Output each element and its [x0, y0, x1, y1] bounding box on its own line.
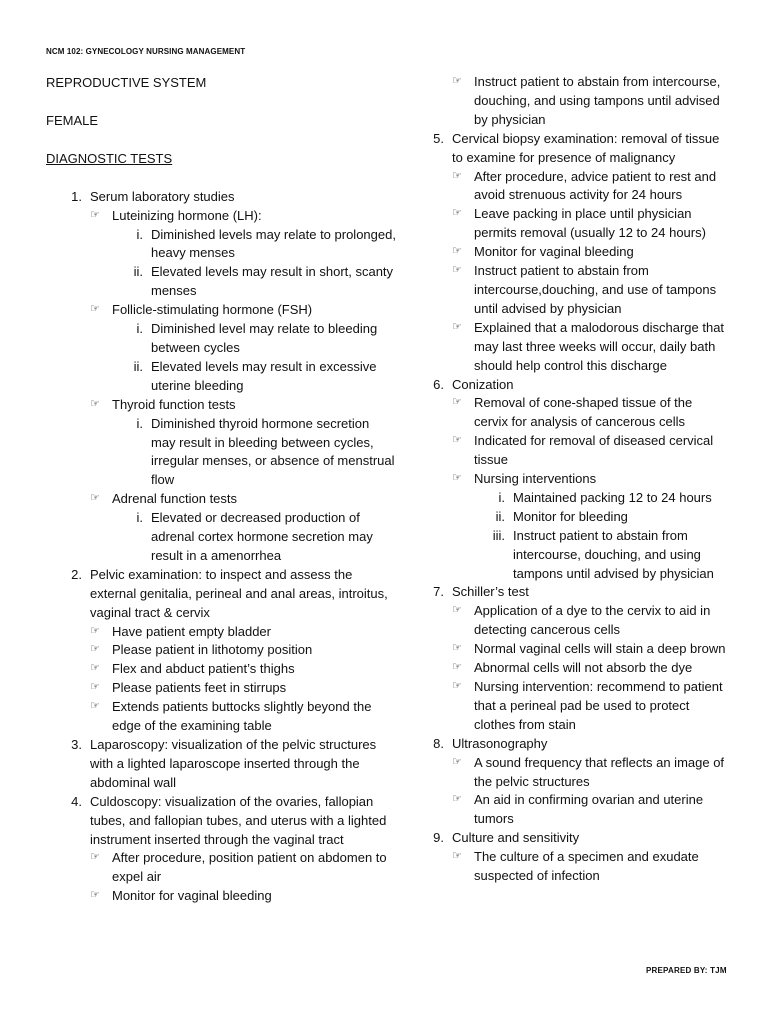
bullet-text: Adrenal function tests: [112, 491, 238, 507]
bullet-text: Instruct patient to abstain from intercourse,douching, and use of tampons until advised by physician: [474, 263, 717, 316]
numbered-item: [46, 188, 396, 566]
pointing-hand-icon: ☞: [452, 264, 462, 277]
item-number: 9.: [433, 830, 444, 846]
item-number: 3.: [71, 737, 82, 752]
right-numbered-list: [428, 130, 728, 886]
bullet-text: Application of a dye to the cervix to aid in detecting cancerous cells: [474, 603, 711, 638]
document-header: NCM 102: GYNECOLOGY NURSING MANAGEMENT: [46, 47, 246, 56]
roman-text: Elevated or decreased production of adrenal cortex hormone secretion may result in a amenorrhea: [151, 510, 373, 563]
bullet-text: Flex and abduct patient’s thighs: [112, 661, 295, 677]
pointing-hand-icon: ☞: [452, 245, 462, 258]
bullet-item: [452, 470, 728, 583]
roman-subitem: [112, 415, 396, 491]
roman-text: Monitor for bleeding: [513, 508, 628, 524]
roman-subitem: [112, 320, 396, 358]
item-text: Pelvic examination: to inspect and assess the external genitalia, perineal and anal areas, introitus, vaginal tract & cervix: [90, 566, 388, 620]
item-number: 2.: [71, 566, 82, 582]
pointing-hand-icon: ☞: [452, 793, 462, 806]
document-footer: PREPARED BY: TJM: [646, 966, 727, 975]
pointing-hand-icon: ☞: [90, 492, 100, 505]
bullet-text: Leave packing in place until physician permits removal (usually 12 to 24 hours): [474, 206, 706, 241]
bullet-text: After procedure, position patient on abdomen to expel air: [112, 850, 387, 885]
roman-text: Instruct patient to abstain from intercourse, douching, and using tampons until advised by physician: [513, 527, 714, 581]
bullet-text: Have patient empty bladder: [112, 623, 271, 639]
roman-text: Diminished levels may relate to prolonged, heavy menses: [151, 226, 396, 261]
item-text: Ultrasonography: [452, 735, 548, 751]
pointing-hand-icon: ☞: [90, 624, 100, 637]
pointing-hand-icon: ☞: [90, 208, 100, 221]
pointing-hand-icon: ☞: [452, 661, 462, 674]
bullet-item: [90, 301, 396, 396]
bullet-item: [452, 602, 728, 640]
bullet-item: [452, 262, 728, 319]
pointing-hand-icon: ☞: [452, 755, 462, 768]
item-text: Culture and sensitivity: [452, 830, 580, 846]
roman-subitem: [112, 226, 396, 264]
pointing-hand-icon: ☞: [90, 303, 100, 316]
roman-text: Elevated levels may result in excessive uterine bleeding: [151, 358, 377, 393]
bullet-item: [90, 679, 396, 698]
item-text: Laparoscopy: visualization of the pelvic structures with a lighted laparoscope inserted through the abdominal wall: [90, 737, 377, 790]
roman-numeral: i.: [498, 489, 505, 505]
bullet-text: Normal vaginal cells will stain a deep brown: [474, 641, 726, 657]
roman-subitem: [112, 358, 396, 396]
bullet-item: [452, 640, 728, 659]
item-text: Schiller’s test: [452, 584, 529, 600]
bullet-text: Luteinizing hormone (LH):: [112, 207, 262, 223]
roman-subitem: [112, 509, 396, 566]
roman-numeral: i.: [136, 321, 143, 337]
pointing-hand-icon: ☞: [452, 320, 462, 333]
item-number: 6.: [433, 376, 444, 392]
bullet-item: [452, 205, 728, 243]
bullet-item: [90, 396, 396, 491]
pointing-hand-icon: ☞: [452, 169, 462, 182]
item-text: Culdoscopy: visualization of the ovaries, fallopian tubes, and fallopian tubes, and uterus with a lighted instrument inserted through the vaginal tract: [90, 793, 387, 847]
pointing-hand-icon: ☞: [452, 680, 462, 692]
title-female: FEMALE: [46, 112, 99, 128]
bullet-item: [90, 641, 396, 660]
item-text: Cervical biopsy examination: removal of tissue to examine for presence of malignancy: [452, 130, 720, 165]
continued-bullet: [428, 73, 728, 130]
pointing-hand-icon: ☞: [90, 643, 100, 656]
roman-text: Diminished level may relate to bleeding between cycles: [151, 321, 378, 355]
roman-numeral: i.: [136, 510, 143, 526]
pointing-hand-icon: ☞: [90, 889, 100, 902]
item-number: 5.: [433, 130, 444, 146]
roman-subitem: [112, 263, 396, 301]
bullet-item: [90, 207, 396, 302]
bullet-text: An aid in confirming ovarian and uterine tumors: [474, 792, 704, 827]
roman-numeral: i.: [136, 226, 143, 242]
bullet-item: [452, 394, 728, 432]
bullet-text: Explained that a malodorous discharge that may last three weeks will occur, daily bath should help control this discharge: [474, 319, 725, 373]
pointing-hand-icon: ☞: [452, 207, 462, 220]
roman-subitem: [474, 489, 728, 508]
bullet-text: Extends patients buttocks slightly beyond the edge of the examining table: [112, 699, 372, 734]
pointing-hand-icon: ☞: [90, 397, 100, 410]
bullet-text: Please patients feet in stirrups: [112, 680, 287, 696]
numbered-item: [428, 376, 728, 584]
item-number: 7.: [433, 584, 444, 600]
continued-bullet-text: Instruct patient to abstain from intercourse, douching, and using tampons until advised by physician: [474, 74, 721, 127]
bullet-item: [452, 678, 728, 735]
roman-subitem: [474, 508, 728, 527]
bullet-text: Thyroid function tests: [112, 396, 236, 412]
bullet-text: Removal of cone-shaped tissue of the cervix for analysis of cancerous cells: [474, 395, 693, 430]
pointing-hand-icon: ☞: [452, 642, 462, 655]
pointing-hand-icon: ☞: [90, 851, 100, 864]
numbered-item: [428, 735, 728, 830]
pointing-hand-icon: ☞: [90, 662, 100, 675]
roman-numeral: ii.: [133, 264, 143, 280]
bullet-text: Monitor for vaginal bleeding: [474, 244, 634, 260]
item-text: Conization: [452, 376, 514, 392]
bullet-text: Nursing interventions: [474, 471, 597, 487]
roman-text: Maintained packing 12 to 24 hours: [513, 489, 712, 505]
bullet-item: [90, 849, 396, 887]
roman-numeral: ii.: [133, 358, 143, 374]
bullet-text: Please patient in lithotomy position: [112, 642, 313, 658]
numbered-item: [428, 130, 728, 376]
bullet-item: [90, 698, 396, 736]
bullet-text: Nursing intervention: recommend to patient that a perineal pad be used to protect clothes from stain: [474, 679, 723, 732]
bullet-item: [452, 754, 728, 792]
pointing-hand-icon: ☞: [452, 396, 462, 409]
pointing-hand-icon: ☞: [452, 75, 462, 87]
item-number: 8.: [433, 735, 444, 751]
left-numbered-list: [46, 188, 396, 906]
pointing-hand-icon: ☞: [452, 850, 462, 863]
bullet-text: A sound frequency that reflects an image of the pelvic structures: [474, 754, 725, 789]
section-heading-diagnostic-tests: DIAGNOSTIC TESTS: [46, 150, 173, 166]
numbered-item: [46, 736, 396, 793]
bullet-item: [452, 168, 728, 206]
bullet-text: Abnormal cells will not absorb the dye: [474, 660, 693, 676]
pointing-hand-icon: ☞: [452, 472, 462, 485]
numbered-item: [46, 793, 396, 906]
bullet-text: The culture of a specimen and exudate suspected of infection: [474, 849, 699, 884]
numbered-item: [428, 583, 728, 734]
numbered-item: [428, 829, 728, 886]
bullet-text: Monitor for vaginal bleeding: [112, 888, 272, 904]
bullet-text: Follicle-stimulating hormone (FSH): [112, 302, 313, 318]
item-number: 4.: [71, 793, 82, 809]
bullet-item: [452, 432, 728, 470]
item-number: 1.: [71, 188, 82, 204]
bullet-item: [452, 319, 728, 376]
bullet-item: [452, 848, 728, 886]
bullet-item: [452, 791, 728, 829]
bullet-text: After procedure, advice patient to rest and avoid strenuous activity for 24 hours: [474, 168, 717, 203]
roman-text: Diminished thyroid hormone secretion may result in bleeding between cycles, irregular menses, or absence of menstrual flow: [151, 415, 395, 488]
bullet-item: [452, 659, 728, 678]
pointing-hand-icon: ☞: [90, 681, 100, 694]
bullet-item: [90, 660, 396, 679]
bullet-text: Indicated for removal of diseased cervical tissue: [474, 433, 714, 468]
roman-numeral: i.: [136, 415, 143, 431]
bullet-item: [452, 243, 728, 262]
pointing-hand-icon: ☞: [452, 604, 462, 617]
pointing-hand-icon: ☞: [452, 434, 462, 447]
roman-text: Elevated levels may result in short, scanty menses: [151, 264, 394, 299]
numbered-item: [46, 566, 396, 736]
roman-subitem: [474, 527, 728, 584]
bullet-item: [90, 490, 396, 566]
roman-numeral: ii.: [495, 508, 505, 524]
left-column: [46, 74, 396, 906]
roman-numeral: iii.: [492, 527, 505, 543]
bullet-item: [90, 623, 396, 642]
pointing-hand-icon: ☞: [90, 700, 100, 713]
item-text: Serum laboratory studies: [90, 188, 235, 204]
right-column: [428, 73, 728, 886]
bullet-item: [90, 887, 396, 906]
title-reproductive-system: REPRODUCTIVE SYSTEM: [46, 75, 207, 90]
